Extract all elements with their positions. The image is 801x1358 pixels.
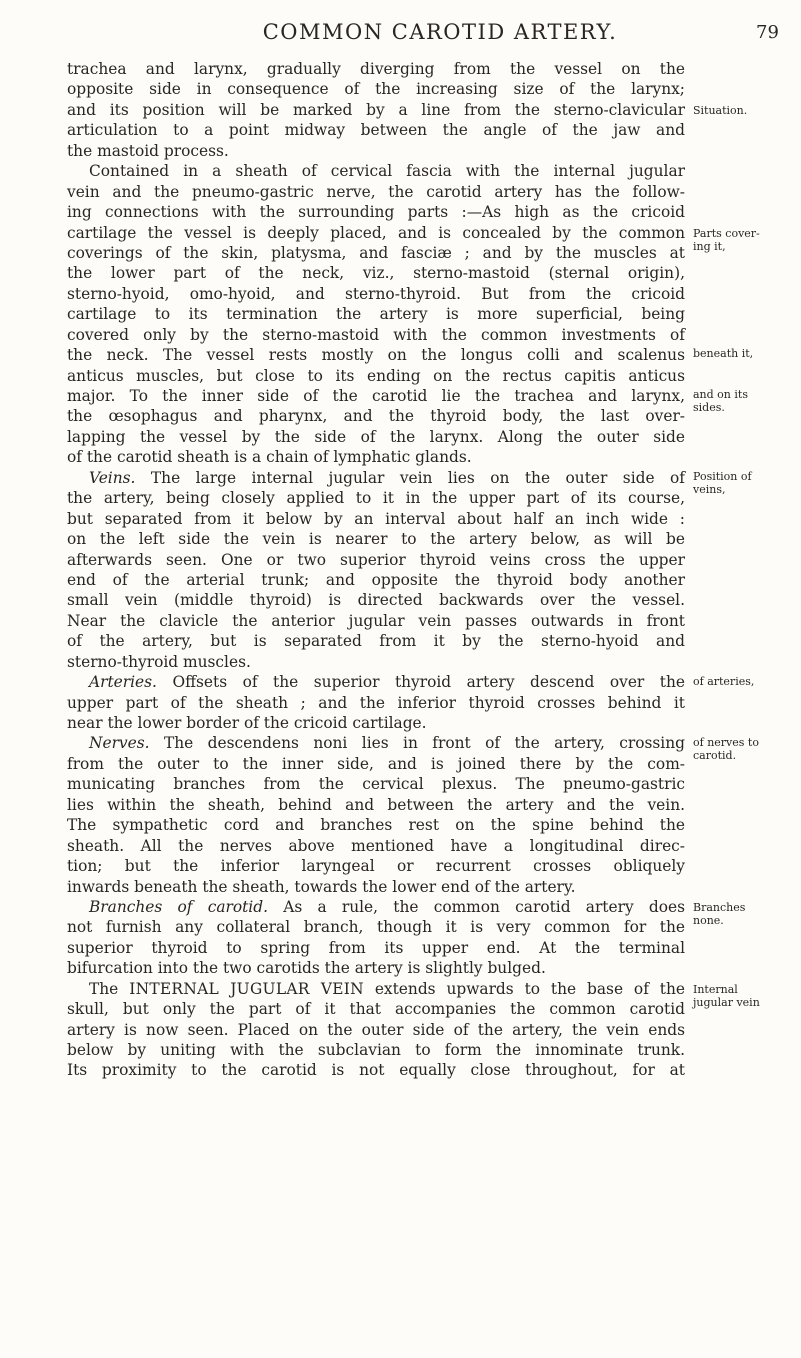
text-line: cartilage to its termination the artery is more superficial, being <box>67 305 685 324</box>
margin-note-text: beneath it, <box>693 347 754 360</box>
text-line: sterno-thyroid muscles. <box>67 652 251 671</box>
text-line: inwards beneath the sheath, towards the lower end of the artery. <box>67 877 576 896</box>
text-line: municating branches from the cervical plexus. The pneumo-gastric <box>67 775 685 794</box>
margin-note-text: Branches <box>693 901 746 914</box>
margin-note-nerves <box>693 736 759 762</box>
text-line: end of the arterial trunk; and opposite the thyroid body another <box>67 570 685 589</box>
arteries-line-rest: Offsets of the superior thyroid artery descend over the <box>156 673 685 692</box>
text-line: sterno-hyoid, omo-hyoid, and sterno-thyroid. But from the cricoid <box>67 284 685 303</box>
the-word: The <box>89 979 130 998</box>
margin-note-on-sides <box>693 388 748 414</box>
margin-note-text: Internal <box>693 983 738 996</box>
text-line: small vein (middle thyroid) is directed backwards over the vessel. <box>67 591 685 610</box>
text-line-veins <box>67 468 685 488</box>
margin-note-branches <box>693 901 745 927</box>
text-line-branches <box>67 897 685 917</box>
text-line: the lower part of the neck, viz., sterno-mastoid (sternal origin), <box>67 264 685 283</box>
margin-note-parts-covering <box>693 227 760 253</box>
text-line: tion; but the inferior laryngeal or recurrent crosses obliquely <box>67 857 685 876</box>
text-line: near the lower border of the cricoid cartilage. <box>67 714 427 732</box>
margin-note-text: jugular vein <box>693 996 760 1009</box>
text-line: on the left side the vein is nearer to the artery below, as will be <box>67 530 685 549</box>
text-line: covered only by the sterno-mastoid with the common investments of <box>67 325 685 344</box>
text-line: skull, but only the part of it that accompanies the common carotid <box>67 1000 685 1019</box>
margin-note-position-veins <box>693 470 752 496</box>
text-line: bifurcation into the two carotids the artery is slightly bulged. <box>67 959 546 978</box>
page-header <box>0 20 801 50</box>
small-caps-internal-jugular: INTERNAL JUGULAR VEIN <box>129 979 364 998</box>
margin-note-text: Situation. <box>693 104 748 117</box>
text-line: sheath. All the nerves above mentioned have a longitudinal direc- <box>67 836 685 855</box>
margin-note-internal-jugular <box>693 983 760 1009</box>
italic-lead-arteries: Arteries. <box>89 673 157 692</box>
text-line: of the carotid sheath is a chain of lymphatic glands. <box>67 448 472 467</box>
page-number: 79 <box>756 22 779 43</box>
text-line: lies within the sheath, behind and between the artery and the vein. <box>67 795 685 814</box>
text-line: Near the clavicle the anterior jugular vein passes outwards in front <box>67 611 685 630</box>
text-line: from the outer to the inner side, and is joined there by the com- <box>67 754 685 773</box>
text-line: The sympathetic cord and branches rest on the spine behind the <box>67 816 685 835</box>
nerves-line-rest: The descendens noni lies in front of the artery, crossing <box>149 734 685 753</box>
text-line: afterwards seen. One or two superior thyroid veins cross the upper <box>67 550 685 569</box>
text-line: articulation to a point midway between the angle of the jaw and <box>67 121 685 140</box>
text-line: artery is now seen. Placed on the outer side of the artery, the vein ends <box>67 1020 685 1039</box>
text-line: the neck. The vessel rests mostly on the longus colli and scalenus <box>67 346 685 365</box>
text-line: lapping the vessel by the side of the larynx. Along the outer side <box>67 427 685 446</box>
text-line: upper part of the sheath ; and the inferior thyroid crosses behind it <box>67 693 685 712</box>
text-line: coverings of the skin, platysma, and fasciæ ; and by the muscles at <box>67 243 685 262</box>
italic-lead-nerves: Nerves. <box>89 734 150 753</box>
margin-note-text: carotid. <box>693 749 737 762</box>
text-line: Its proximity to the carotid is not equally close throughout, for at <box>67 1061 685 1080</box>
text-line-internal-jugular <box>67 979 685 999</box>
text-line: anticus muscles, but close to its ending on the rectus capitis anticus <box>67 366 685 385</box>
margin-note-text: none. <box>693 914 724 927</box>
ijv-line-rest: extends upwards to the base of the <box>363 979 685 998</box>
italic-lead-branches: Branches of carotid. <box>89 897 268 916</box>
margin-note-text: Position of <box>693 470 752 483</box>
margin-note-text: of nerves to <box>693 736 759 749</box>
margin-note-situation <box>693 104 747 117</box>
text-line: Contained in a sheath of cervical fascia with the internal jugular <box>89 162 685 181</box>
running-title: COMMON CAROTID ARTERY. <box>262 20 618 44</box>
text-line: ing connections with the surrounding parts :—As high as the cricoid <box>67 203 685 222</box>
margin-note-text: Parts cover- <box>693 227 760 240</box>
margin-note-text: ing it, <box>693 240 726 253</box>
margin-note-beneath <box>693 347 753 360</box>
margin-note-arteries <box>693 675 754 688</box>
text-line: trachea and larynx, gradually diverging from the vessel on the <box>67 60 685 78</box>
text-line: the artery, being closely applied to it in the upper part of its course, <box>67 489 685 508</box>
text-line: and its position will be marked by a line from the sterno-clavicular <box>67 100 685 119</box>
margin-note-text: sides. <box>693 401 725 414</box>
text-line: not furnish any collateral branch, though it is very common for the <box>67 918 685 937</box>
margin-note-text: of arteries, <box>693 675 755 688</box>
text-line-arteries <box>67 672 685 692</box>
text-line: the œsophagus and pharynx, and the thyroid body, the last over- <box>67 407 685 426</box>
text-line-nerves <box>67 733 685 753</box>
text-line: major. To the inner side of the carotid lie the trachea and larynx, <box>67 387 685 405</box>
text-line: below by uniting with the subclavian to form the innominate trunk. <box>67 1041 685 1059</box>
branches-line-rest: As a rule, the common carotid artery does <box>267 897 686 916</box>
italic-lead-veins: Veins. <box>89 468 136 487</box>
veins-line-rest: The large internal jugular vein lies on the outer side of <box>135 468 685 487</box>
text-line: the mastoid process. <box>67 141 229 160</box>
margin-note-text: and on its <box>693 388 748 401</box>
text-line: opposite side in consequence of the increasing size of the larynx; <box>67 80 685 99</box>
text-line: but separated from it below by an interval about half an inch wide : <box>67 509 685 528</box>
text-line: cartilage the vessel is deeply placed, and is concealed by the common <box>67 223 685 242</box>
margin-note-text: veins, <box>693 483 726 496</box>
text-line: vein and the pneumo-gastric nerve, the carotid artery has the follow- <box>67 182 685 201</box>
body-text <box>67 59 685 1081</box>
text-line: superior thyroid to spring from its upper end. At the terminal <box>67 938 685 957</box>
text-line: of the artery, but is separated from it by the sterno-hyoid and <box>67 632 685 651</box>
